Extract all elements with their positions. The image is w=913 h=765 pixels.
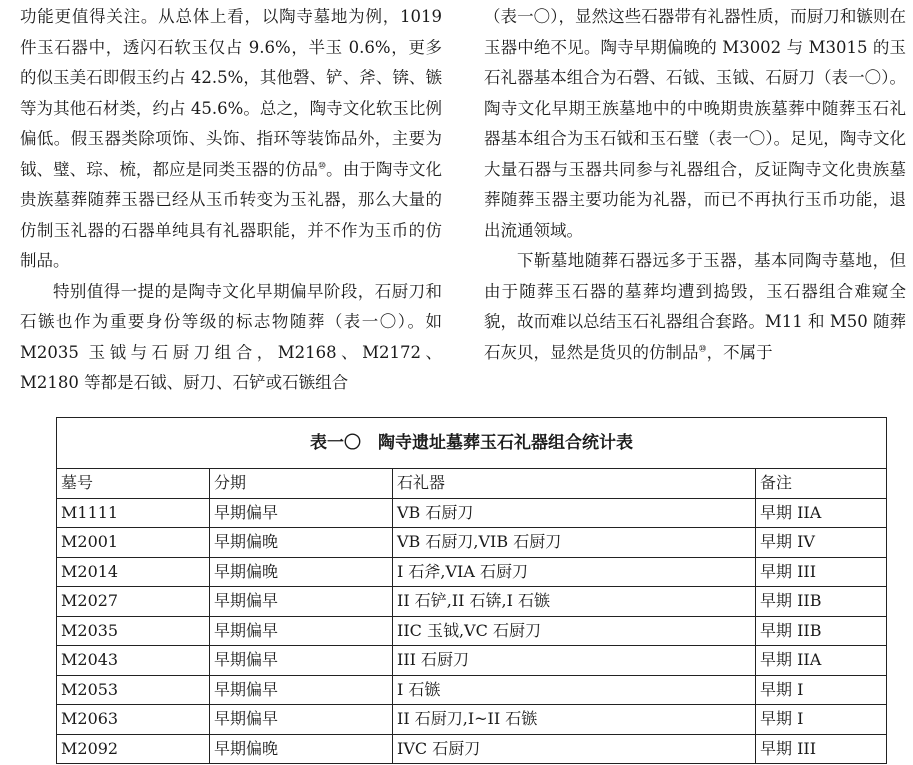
column-header-period: 分期 [210, 469, 393, 498]
cell-remarks: 早期 IIA [756, 498, 887, 528]
table-row [57, 528, 886, 558]
cell-stone-ritual-objects: II 石铲,II 石锛,I 石镞 [393, 587, 756, 617]
cell-stone-ritual-objects: II 石厨刀,I~II 石镞 [393, 705, 756, 735]
table-title: 表一〇 陶寺遗址墓葬玉石礼器组合统计表 [57, 418, 886, 469]
footnote-marker[interactable]: ⑩ [318, 161, 327, 171]
cell-tomb-id: M2063 [57, 705, 210, 735]
paragraph [484, 246, 906, 368]
cell-period: 早期偏晚 [210, 557, 393, 587]
cell-stone-ritual-objects: III 石厨刀 [393, 646, 756, 676]
cell-stone-ritual-objects: VB 石厨刀,VIB 石厨刀 [393, 528, 756, 558]
cell-period: 早期偏早 [210, 646, 393, 676]
data-table [56, 417, 887, 764]
cell-period: 早期偏早 [210, 616, 393, 646]
cell-remarks: 早期 IIB [756, 616, 887, 646]
cell-period: 早期偏早 [210, 498, 393, 528]
table-row [57, 557, 886, 587]
paragraph [484, 2, 906, 246]
cell-period: 早期偏早 [210, 705, 393, 735]
table-row [57, 498, 886, 528]
table-row [57, 705, 886, 735]
cell-tomb-id: M2092 [57, 734, 210, 764]
cell-remarks: 早期 III [756, 734, 887, 764]
cell-tomb-id: M2043 [57, 646, 210, 676]
right-text-column [484, 2, 906, 368]
table-grid [57, 469, 886, 764]
cell-tomb-id: M1111 [57, 498, 210, 528]
cell-remarks: 早期 IV [756, 528, 887, 558]
cell-tomb-id: M2027 [57, 587, 210, 617]
cell-stone-ritual-objects: IVC 石厨刀 [393, 734, 756, 764]
paragraph-text: 下靳墓地随葬石器远多于玉器，基本同陶寺墓地，但由于随葬玉石器的墓葬均遭到捣毁，玉石器组合难窥全貌，故而难以总结玉石礼器组合套路。M11 和 M50 随葬石灰贝，显然是货贝的仿制品 [484, 251, 906, 362]
cell-period: 早期偏早 [210, 675, 393, 705]
table-row [57, 675, 886, 705]
cell-period: 早期偏晚 [210, 528, 393, 558]
table-row [57, 587, 886, 617]
cell-tomb-id: M2035 [57, 616, 210, 646]
cell-period: 早期偏早 [210, 587, 393, 617]
cell-tomb-id: M2014 [57, 557, 210, 587]
column-header-tomb-id: 墓号 [57, 469, 210, 498]
paragraph [20, 2, 442, 277]
table-row [57, 646, 886, 676]
cell-remarks: 早期 I [756, 675, 887, 705]
cell-stone-ritual-objects: I 石镞 [393, 675, 756, 705]
footnote-marker[interactable]: ⑩ [698, 344, 707, 354]
cell-stone-ritual-objects: VB 石厨刀 [393, 498, 756, 528]
cell-stone-ritual-objects: IIC 玉钺,VC 石厨刀 [393, 616, 756, 646]
paragraph-text: 功能更值得关注。从总体上看，以陶寺墓地为例，1019 件玉石器中，透闪石软玉仅占 9.6%，半玉 0.6%，更多的似玉美石即假玉约占 42.5%，其他磬、铲、斧、锛、镞等为其他石材类，约占 45.6%。总之，陶寺文化软玉比例偏低。假玉器类除项饰、头饰、指环等装饰品外，主要为钺、璧、琮、梳，都应是同类玉器的仿品 [20, 7, 442, 179]
column-header-stone-ritual-objects: 石礼器 [393, 469, 756, 498]
cell-tomb-id: M2053 [57, 675, 210, 705]
cell-remarks: 早期 IIA [756, 646, 887, 676]
cell-remarks: 早期 III [756, 557, 887, 587]
cell-remarks: 早期 I [756, 705, 887, 735]
cell-remarks: 早期 IIB [756, 587, 887, 617]
table-header-row [57, 469, 886, 498]
paragraph-text-cont: ，不属于 [706, 342, 773, 362]
paragraph-text: （表一〇），显然这些石器带有礼器性质，而厨刀和镞则在玉器中绝不见。陶寺早期偏晚的 M3002 与 M3015 的玉石礼器基本组合为石磬、石钺、玉钺、石厨刀（表一〇）。陶寺文化早期王族墓地中的中晚期贵族墓葬中随葬玉石礼器基本组合为玉石钺和玉石璧（表一〇）。足见，陶寺文化大量石器与玉器共同参与礼器组合，反证陶寺文化贵族墓葬随葬玉器主要功能为礼器，而已不再执行玉币功能，退出流通领域。 [484, 7, 906, 240]
left-text-column [20, 2, 442, 399]
paragraph-text-cont: 。由于陶寺文化贵族墓葬随葬玉器已经从玉币转变为玉礼器，那么大量的仿制玉礼器的石器单纯具有礼器职能，并不作为玉币的仿制品。 [20, 159, 443, 270]
column-header-remarks: 备注 [756, 469, 887, 498]
paragraph-text: 特别值得一提的是陶寺文化早期偏早阶段，石厨刀和石镞也作为重要身份等级的标志物随葬（表一〇）。如 M2035 玉钺与石厨刀组合，M2168、M2172、M2180 等都是石钺、厨刀、石铲或石镞组合 [20, 281, 442, 392]
table-row [57, 734, 886, 764]
table-body [57, 498, 886, 764]
table-row [57, 616, 886, 646]
cell-period: 早期偏晚 [210, 734, 393, 764]
paragraph [20, 277, 442, 399]
cell-tomb-id: M2001 [57, 528, 210, 558]
cell-stone-ritual-objects: I 石斧,VIA 石厨刀 [393, 557, 756, 587]
